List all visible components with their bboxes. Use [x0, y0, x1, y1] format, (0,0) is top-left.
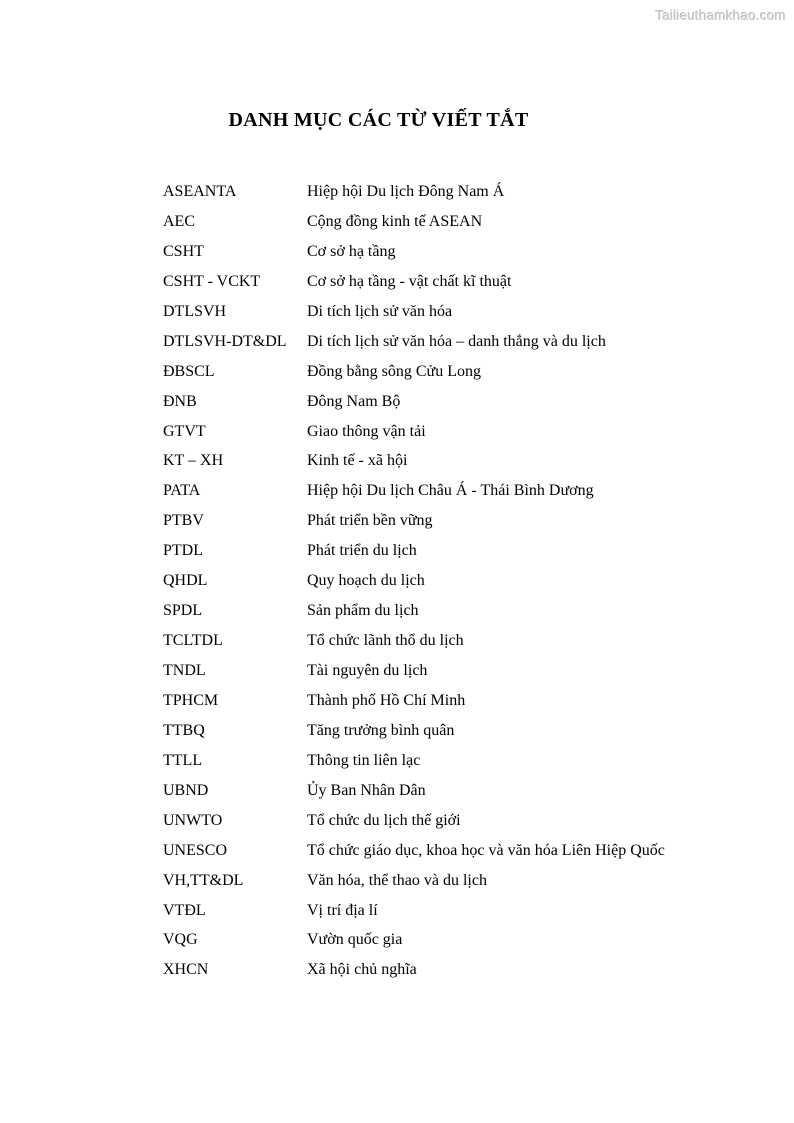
abbreviation-row [163, 506, 763, 536]
abbr-term: UBND [163, 781, 209, 799]
abbr-meaning: Tăng trưởng bình quân [307, 721, 455, 739]
abbr-meaning: Tổ chức lãnh thổ du lịch [307, 632, 464, 650]
abbr-meaning: Hiệp hội Du lịch Đông Nam Á [307, 183, 505, 200]
abbreviation-row [163, 836, 763, 866]
abbr-term: ASEANTA [163, 183, 237, 200]
abbreviation-row [163, 357, 763, 387]
abbr-term: UNWTO [163, 811, 223, 829]
abbr-term: XHCN [163, 961, 209, 979]
site-watermark: Tailieuthamkhao.com [655, 8, 786, 23]
abbr-meaning: Cơ sở hạ tầng - vật chất kĩ thuật [307, 272, 512, 290]
abbr-meaning: Di tích lịch sử văn hóa [307, 302, 453, 320]
abbr-term: CSHT [163, 242, 204, 260]
abbr-meaning: Tổ chức giáo dục, khoa học và văn hóa Liên Hiệp Quốc [307, 841, 665, 859]
abbr-meaning: Văn hóa, thể thao và du lịch [307, 871, 487, 889]
abbr-meaning: Thông tin liên lạc [307, 751, 421, 769]
abbreviation-row [163, 177, 763, 207]
abbr-meaning: Đồng bằng sông Cửu Long [307, 362, 481, 380]
abbreviation-row [163, 596, 763, 626]
abbr-meaning: Cộng đồng kinh tế ASEAN [307, 212, 483, 230]
abbreviation-row [163, 686, 763, 716]
abbreviation-row [163, 866, 763, 896]
abbreviation-row [163, 656, 763, 686]
abbreviation-row [163, 776, 763, 806]
abbr-term: ĐBSCL [163, 362, 215, 380]
abbr-term: AEC [163, 212, 195, 230]
abbr-meaning: Xã hội chủ nghĩa [307, 961, 417, 979]
abbr-meaning: Tổ chức du lịch thế giới [307, 811, 461, 829]
abbreviation-row [163, 297, 763, 327]
abbr-term: KT – XH [163, 452, 224, 470]
abbr-meaning: Di tích lịch sử văn hóa – danh thắng và du lịch [307, 332, 606, 350]
abbr-term: GTVT [163, 422, 206, 440]
abbr-term: CSHT - VCKT [163, 272, 261, 290]
abbreviation-row [163, 207, 763, 237]
abbreviation-row [163, 536, 763, 566]
abbreviation-row [163, 387, 763, 417]
abbreviation-row [163, 327, 763, 357]
abbreviation-row [163, 925, 763, 955]
abbr-term: TCLTDL [163, 632, 223, 650]
abbr-term: TNDL [163, 662, 206, 679]
abbr-meaning: Đông Nam Bộ [307, 392, 401, 410]
abbr-meaning: Vườn quốc gia [307, 931, 403, 949]
abbreviation-row [163, 896, 763, 926]
abbr-term: ĐNB [163, 392, 197, 410]
abbr-term: TTLL [163, 751, 203, 769]
abbreviation-list [163, 177, 763, 985]
abbreviation-row [163, 417, 763, 447]
page-title: DANH MỤC CÁC TỪ VIẾT TẮT [228, 109, 529, 131]
abbr-meaning: Cơ sở hạ tầng [307, 242, 396, 260]
abbr-meaning: Quy hoạch du lịch [307, 572, 425, 590]
abbr-meaning: Kinh tế - xã hội [307, 452, 408, 470]
abbr-term: PATA [163, 482, 201, 500]
abbr-term: QHDL [163, 572, 208, 590]
abbr-meaning: Phát triển du lịch [307, 542, 417, 560]
abbr-term: TPHCM [163, 691, 219, 709]
abbr-term: SPDL [163, 602, 203, 620]
abbr-meaning: Giao thông vận tải [307, 422, 426, 440]
abbreviation-row [163, 955, 763, 985]
abbreviation-row [163, 566, 763, 596]
abbr-meaning: Tài nguyên du lịch [307, 662, 428, 679]
abbreviation-row [163, 476, 763, 506]
abbr-term: PTBV [163, 512, 204, 530]
abbr-term: PTDL [163, 542, 203, 560]
abbr-meaning: Vị trí địa lí [307, 901, 378, 919]
abbreviation-row [163, 267, 763, 297]
abbr-meaning: Thành phố Hồ Chí Minh [307, 691, 466, 709]
abbr-meaning: Ủy Ban Nhân Dân [307, 781, 426, 799]
abbr-term: DTLSVH-DT&DL [163, 332, 287, 350]
abbr-term: VTĐL [163, 901, 206, 919]
abbr-term: VQG [163, 931, 198, 949]
abbr-term: VH,TT&DL [163, 871, 244, 889]
abbreviation-row [163, 716, 763, 746]
abbreviation-row [163, 806, 763, 836]
abbreviation-row [163, 446, 763, 476]
abbr-term: TTBQ [163, 721, 205, 739]
abbr-meaning: Sản phẩm du lịch [307, 602, 419, 620]
abbr-meaning: Hiệp hội Du lịch Châu Á - Thái Bình Dương [307, 482, 594, 500]
abbr-term: DTLSVH [163, 302, 227, 320]
abbr-meaning: Phát triển bền vững [307, 512, 433, 530]
abbreviation-row [163, 746, 763, 776]
abbreviation-row [163, 626, 763, 656]
abbr-term: UNESCO [163, 841, 228, 859]
abbreviation-row [163, 237, 763, 267]
